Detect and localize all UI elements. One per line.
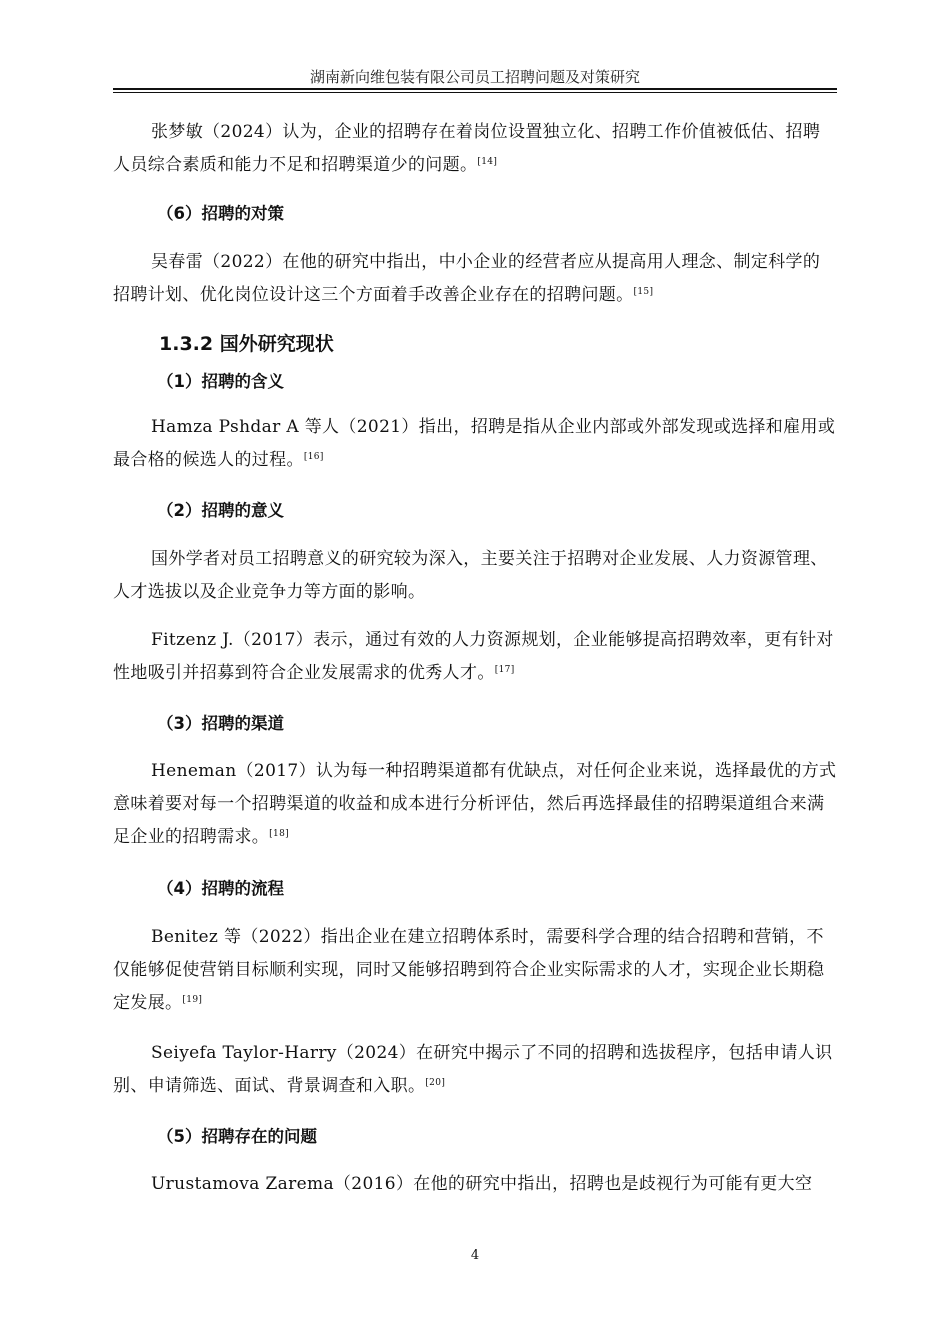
citation[interactable]: [20] — [425, 1078, 446, 1088]
heading-countermeasures: （6）招聘的对策 — [157, 204, 284, 223]
heading-channels: （3）招聘的渠道 — [157, 714, 284, 733]
header-rule-thin — [113, 92, 837, 93]
paragraph-urustamova: Urustamova Zarema（2016）在他的研究中指出，招聘也是歧视行为可能有更大空 — [151, 1174, 813, 1194]
paragraph-zhang: 张梦敏（2024）认为，企业的招聘存在着岗位设置独立化、招聘工作价值被低估、招聘人员综合素质和能力不足和招聘渠道少的问题。[14] — [113, 122, 821, 175]
citation[interactable]: [16] — [303, 452, 324, 462]
citation[interactable]: [15] — [633, 287, 654, 297]
paragraph-heneman: Heneman（2017）认为每一种招聘渠道都有优缺点，对任何企业来说，选择最优的方式意味着要对每一个招聘渠道的收益和成本进行分析评估，然后再选择最佳的招聘渠道组合来满足企业的招聘需求。[18] — [113, 761, 837, 847]
paragraph-seiyefa: Seiyefa Taylor-Harry（2024）在研究中揭示了不同的招聘和选拔程序，包括申请人识别、申请筛选、面试、背景调查和入职。[20] — [113, 1043, 833, 1096]
page-number: 4 — [470, 1248, 480, 1263]
heading-problems: （5）招聘存在的问题 — [157, 1127, 317, 1146]
heading-meaning: （1）招聘的含义 — [157, 372, 284, 391]
running-header: 湖南新向维包装有限公司员工招聘问题及对策研究 — [309, 68, 640, 86]
citation[interactable]: [19] — [182, 995, 203, 1005]
heading-process: （4）招聘的流程 — [157, 879, 284, 898]
paragraph-fitzenz: Fitzenz J.（2017）表示，通过有效的人力资源规划，企业能够提高招聘效率，更有针对性地吸引并招募到符合企业发展需求的优秀人才。[17] — [113, 630, 834, 683]
heading-significance: （2）招聘的意义 — [157, 501, 284, 520]
paragraph-wu: 吴春雷（2022）在他的研究中指出，中小企业的经营者应从提高用人理念、制定科学的招聘计划、优化岗位设计这三个方面着手改善企业存在的招聘问题。[15] — [113, 252, 821, 305]
section-heading-foreign-research: 1.3.2 国外研究现状 — [159, 333, 334, 355]
paragraph-significance: 国外学者对员工招聘意义的研究较为深入，主要关注于招聘对企业发展、人力资源管理、人才选拔以及企业竞争力等方面的影响。 — [113, 549, 828, 602]
citation[interactable]: [17] — [494, 665, 515, 675]
citation[interactable]: [14] — [477, 157, 498, 167]
header-rule-thick — [113, 88, 837, 90]
paragraph-hamza: Hamza Pshdar A 等人（2021）指出，招聘是指从企业内部或外部发现或选择和雇用或最合格的候选人的过程。[16] — [113, 417, 836, 470]
citation[interactable]: [18] — [269, 829, 290, 839]
paragraph-benitez: Benitez 等（2022）指出企业在建立招聘体系时，需要科学合理的结合招聘和营销，不仅能够促使营销目标顺利实现，同时又能够招聘到符合企业实际需求的人才，实现企业长期稳定发展。[19] — [113, 927, 825, 1013]
